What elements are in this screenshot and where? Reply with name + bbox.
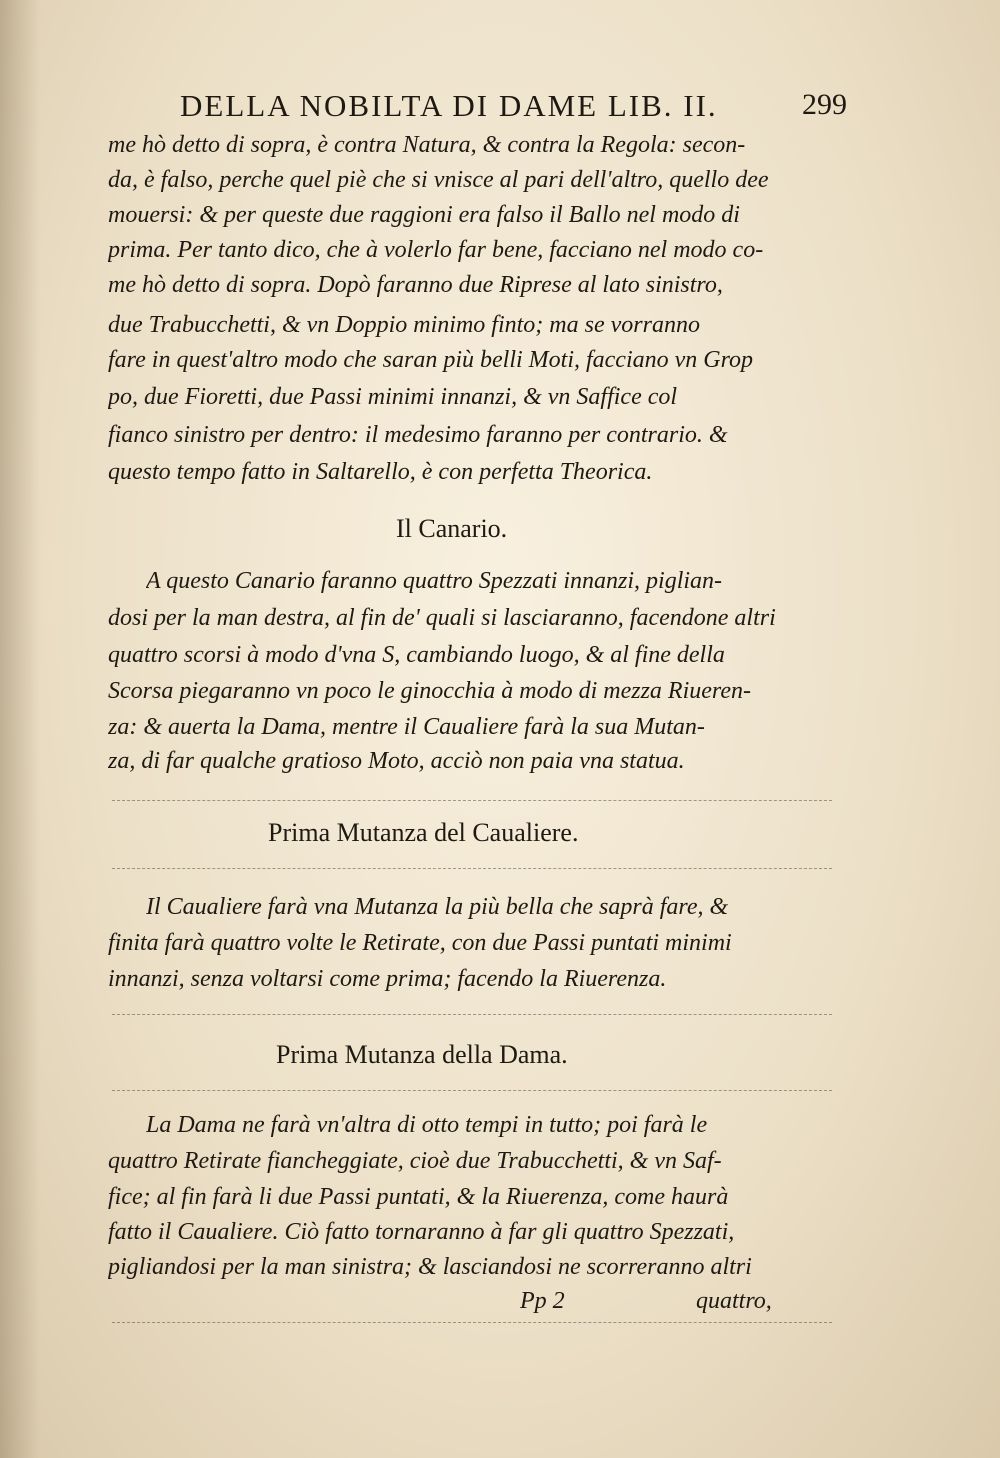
catchword: quattro, bbox=[696, 1288, 772, 1314]
ruled-line bbox=[112, 800, 832, 801]
text-line: me hò detto di sopra, è contra Natura, & contra la Regola: secon- bbox=[108, 132, 746, 158]
signature-mark: Pp 2 bbox=[520, 1288, 565, 1314]
text-line: Il Caualiere farà vna Mutanza la più bella che saprà fare, & bbox=[146, 894, 729, 920]
page-number: 299 bbox=[802, 88, 847, 121]
text-line: La Dama ne farà vn'altra di otto tempi in tutto; poi farà le bbox=[146, 1112, 708, 1138]
text-line: za, di far qualche gratioso Moto, acciò non paia vna statua. bbox=[108, 748, 685, 774]
section-heading-dama: Prima Mutanza della Dama. bbox=[276, 1040, 568, 1069]
text-line: fianco sinistro per dentro: il medesimo faranno per contrario. & bbox=[108, 422, 728, 448]
text-line: da, è falso, perche quel piè che si vnisce al pari dell'altro, quello dee bbox=[108, 167, 769, 193]
text-line: za: & auerta la Dama, mentre il Caualiere farà la sua Mutan- bbox=[108, 714, 705, 740]
running-header bbox=[180, 88, 860, 124]
section-heading-canario: Il Canario. bbox=[396, 514, 508, 543]
ruled-line bbox=[112, 868, 832, 869]
text-line: finita farà quattro volte le Retirate, con due Passi puntati minimi bbox=[108, 930, 732, 956]
ruled-line bbox=[112, 1322, 832, 1323]
text-line: dosi per la man destra, al fin de' quali si lasciaranno, facendone altri bbox=[108, 605, 776, 631]
text-line: me hò detto di sopra. Dopò faranno due Riprese al lato sinistro, bbox=[108, 272, 723, 298]
header-title: DELLA NOBILTA DI DAME LIB. II. bbox=[180, 88, 718, 123]
text-line: due Trabucchetti, & vn Doppio minimo finto; ma se vorranno bbox=[108, 312, 700, 338]
page-edge-shadow bbox=[0, 0, 40, 1458]
text-line: pigliandosi per la man sinistra; & lasciandosi ne scorreranno altri bbox=[108, 1254, 752, 1280]
ruled-line bbox=[112, 1090, 832, 1091]
text-line: Scorsa piegaranno vn poco le ginocchia à modo di mezza Riueren- bbox=[108, 678, 751, 704]
ruled-line bbox=[112, 1014, 832, 1015]
text-line: A questo Canario faranno quattro Spezzati innanzi, piglian- bbox=[146, 568, 723, 594]
text-line: innanzi, senza voltarsi come prima; facendo la Riuerenza. bbox=[108, 966, 667, 992]
text-line: fice; al fin farà li due Passi puntati, & la Riuerenza, come haurà bbox=[108, 1184, 729, 1210]
text-line: mouersi: & per queste due raggioni era falso il Ballo nel modo di bbox=[108, 202, 740, 228]
text-line: questo tempo fatto in Saltarello, è con perfetta Theorica. bbox=[108, 459, 653, 485]
text-line: po, due Fioretti, due Passi minimi innanzi, & vn Saffice col bbox=[108, 384, 678, 410]
text-line: fare in quest'altro modo che saran più belli Moti, facciano vn Grop bbox=[108, 347, 754, 373]
text-line: prima. Per tanto dico, che à volerlo far bene, facciano nel modo co- bbox=[108, 237, 764, 263]
text-line: fatto il Caualiere. Ciò fatto tornaranno à far gli quattro Spezzati, bbox=[108, 1219, 735, 1245]
section-heading-cavaliere: Prima Mutanza del Caualiere. bbox=[268, 818, 579, 847]
text-line: quattro scorsi à modo d'vna S, cambiando luogo, & al fine della bbox=[108, 642, 725, 668]
text-line: quattro Retirate fiancheggiate, cioè due Trabucchetti, & vn Saf- bbox=[108, 1148, 722, 1174]
